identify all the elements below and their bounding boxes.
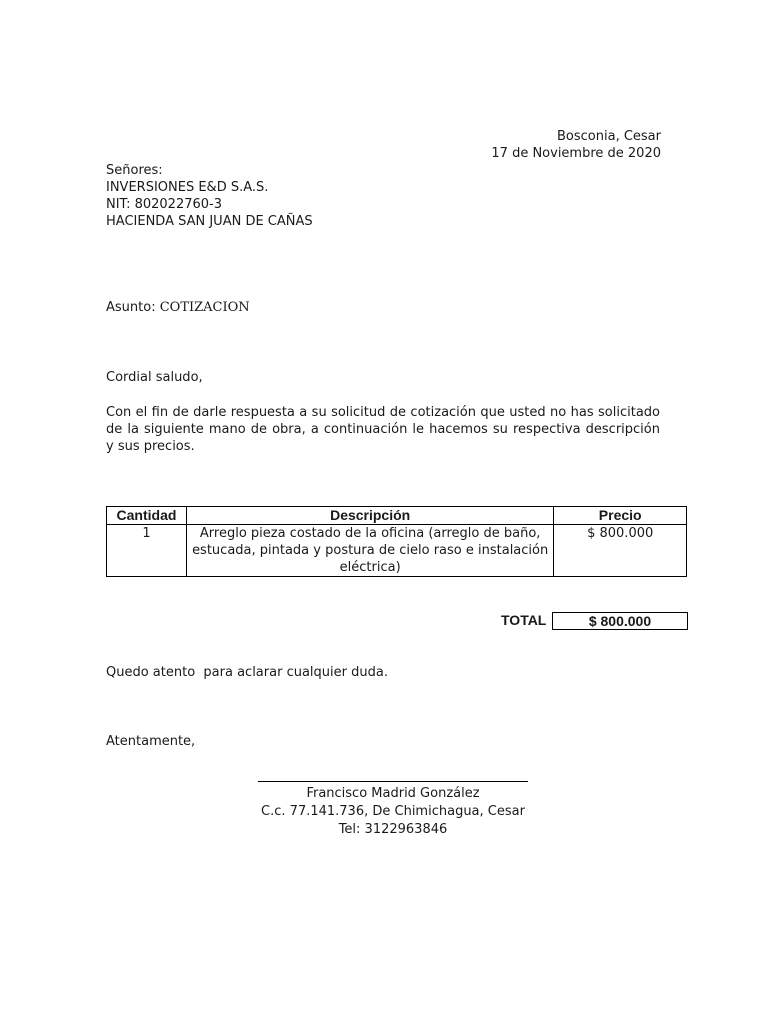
place: Bosconia, Cesar [557, 129, 661, 144]
cell-descripcion: Arreglo pieza costado de la oficina (arreglo de baño, estucada, pintada y postura de cielo raso e instalación eléctrica) [186, 525, 553, 577]
table-header-row [107, 507, 687, 525]
cell-cantidad: 1 [107, 525, 187, 577]
recipient-nit: NIT: 802022760-3 [106, 197, 222, 212]
subject-line [106, 300, 250, 315]
body-paragraph: Con el fin de darle respuesta a su solicitud de cotización que usted no has solicitado de la siguiente mano de obra, a continuación le hacemos su respectiva descripción y sus precios. [106, 405, 660, 454]
total-value: $ 800.000 [552, 612, 688, 630]
header-cantidad: Cantidad [107, 507, 187, 525]
recipient-block [106, 162, 313, 230]
signature-phone: Tel: 3122963846 [338, 822, 448, 837]
quotation-table [106, 506, 687, 577]
signature-name: Francisco Madrid González [306, 786, 480, 801]
signature-id: C.c. 77.141.736, De Chimichagua, Cesar [261, 804, 525, 819]
date: 17 de Noviembre de 2020 [491, 146, 661, 161]
subject-label: Asunto: [106, 300, 160, 315]
total-label: TOTAL [501, 612, 547, 628]
recipient-salutation: Señores: [106, 163, 163, 178]
place-date-block [491, 128, 661, 162]
farewell: Atentamente, [106, 734, 196, 749]
greeting: Cordial saludo, [106, 370, 203, 385]
recipient-location: HACIENDA SAN JUAN DE CAÑAS [106, 214, 313, 229]
recipient-company: INVERSIONES E&D S.A.S. [106, 180, 269, 195]
subject-value: COTIZACION [159, 300, 250, 315]
closing-line: Quedo atento para aclarar cualquier duda. [106, 665, 388, 680]
signature-line [258, 781, 528, 782]
table-row [107, 525, 687, 577]
header-precio: Precio [554, 507, 687, 525]
cell-precio: $ 800.000 [554, 525, 687, 577]
header-descripcion: Descripción [186, 507, 553, 525]
signature-block [218, 785, 568, 839]
